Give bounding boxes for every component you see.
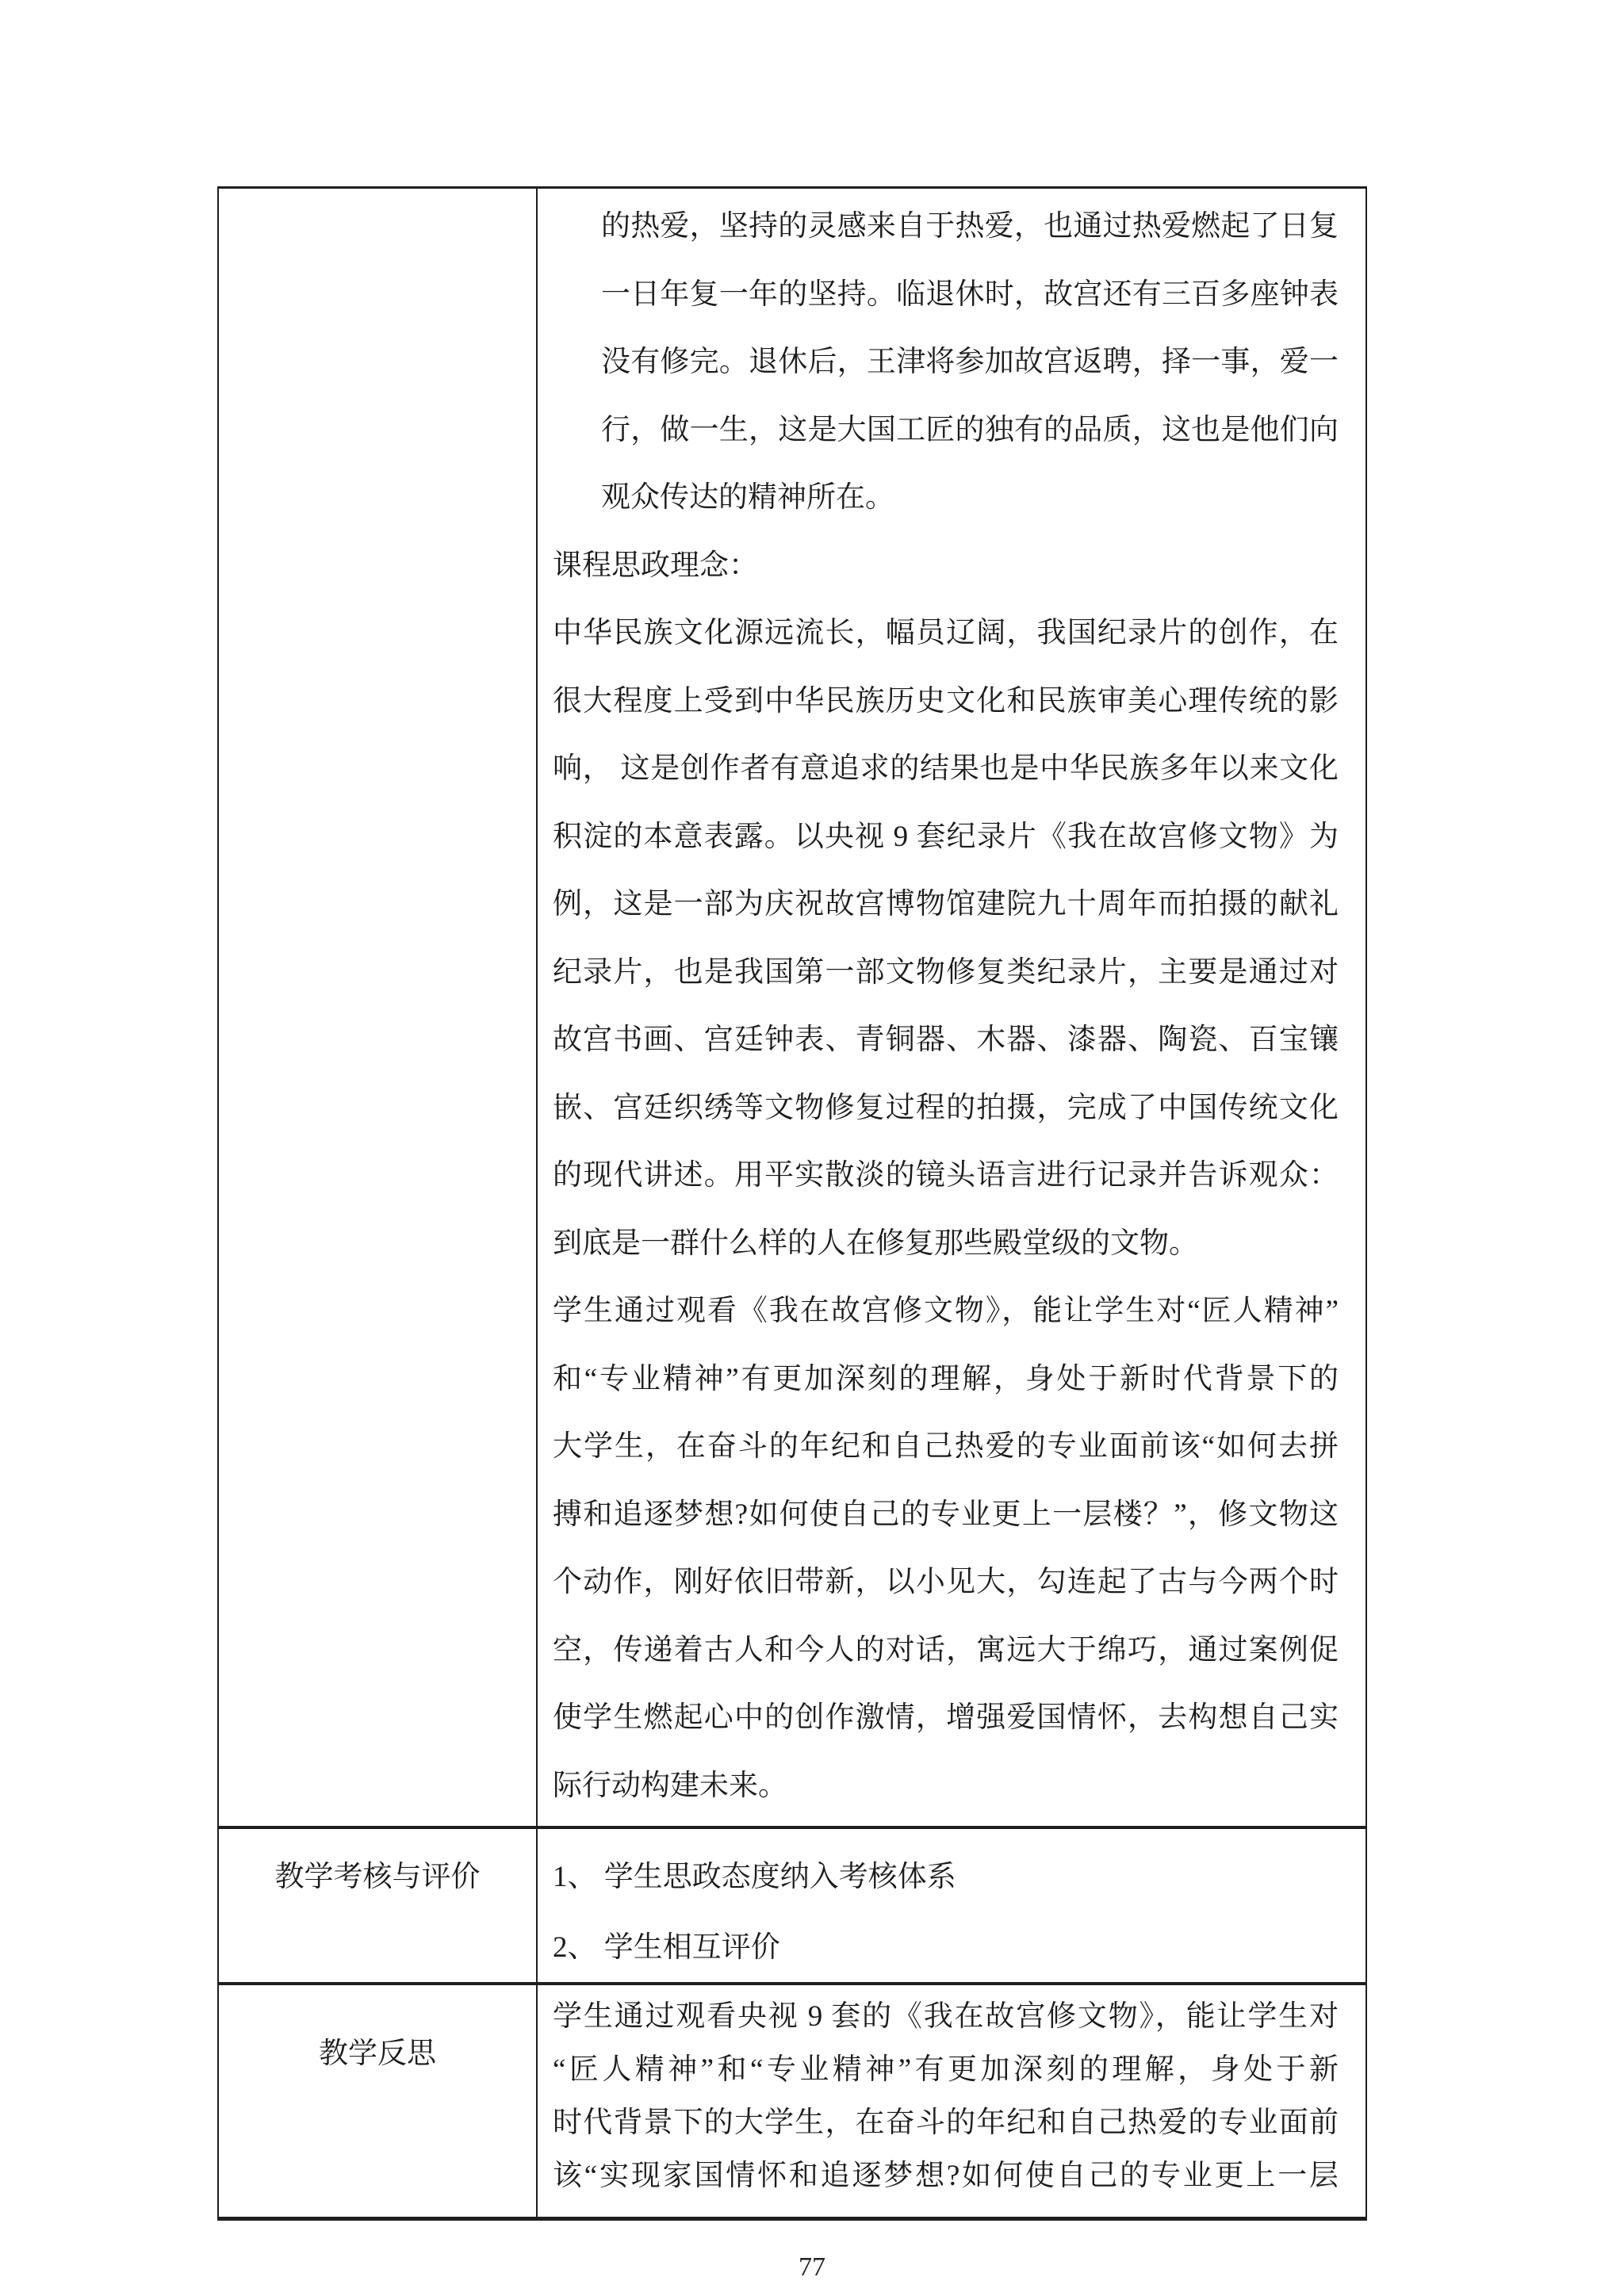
text-line-section-heading: 课程思政理念： (553, 549, 758, 582)
text-line: 的热爱，坚持的灵感来自于热爱，也通过热爱燃起了日复 (601, 210, 1339, 243)
page-number: 77 (799, 2252, 825, 2282)
text-line: 空，传递着古人和今人的对话，寓远大于绵巧，通过案例促 (553, 1633, 1339, 1667)
text-line: 时代背景下的大学生，在奋斗的年纪和自己热爱的专业面前 (553, 2107, 1339, 2139)
row-label-cell-empty (219, 189, 538, 1826)
row-label: 教学考核与评价 (274, 1861, 481, 1893)
text-line: 观众传达的精神所在。 (601, 481, 894, 514)
text-line: 学生通过观看央视 9 套的《我在故宫修文物》，能让学生对 (553, 2000, 1339, 2033)
table-row-assessment (219, 1826, 1365, 1982)
text-line: 一日年复一年的坚持。临退休时，故宫还有三百多座钟表 (601, 277, 1339, 311)
text-line: 学生通过观看《我在故宫修文物》，能让学生对“匠人精神” (553, 1295, 1339, 1327)
text-line: 际行动构建未来。 (553, 1769, 787, 1802)
text-line: 个动作，刚好依旧带新，以小见大，勾连起了古与今两个时 (553, 1566, 1339, 1598)
text-line-list-item: 1、 学生思政态度纳入考核体系 (553, 1861, 956, 1893)
row-label-cell (219, 1985, 538, 2217)
text-line: 故宫书画、宫廷钟表、青铜器、木器、漆器、陶瓷、百宝镶 (553, 1024, 1339, 1056)
text-line: 中华民族文化源远流长，幅员辽阔，我国纪录片的创作，在 (553, 617, 1339, 649)
text-line: 响， 这是创作者有意追求的结果也是中华民族多年以来文化 (553, 752, 1339, 785)
row-label: 教学反思 (319, 2038, 436, 2070)
table-row-reflection (219, 1982, 1365, 2217)
text-line: 大学生，在奋斗的年纪和自己热爱的专业面前该“如何去拼 (553, 1430, 1339, 1463)
text-line: 的现代讲述。用平实散淡的镜头语言进行记录并告诉观众： (553, 1159, 1339, 1192)
content-cell-reflection (538, 1985, 1365, 2217)
text-line: 没有修完。退休后，王津将参加故宫返聘，择一事，爱一 (601, 346, 1339, 378)
text-line: 例，这是一部为庆祝故宫博物馆建院九十周年而拍摄的献礼 (553, 888, 1339, 920)
row-label-cell (219, 1829, 538, 1982)
text-line: 积淀的本意表露。以央视 9 套纪录片《我在故宫修文物》为 (553, 820, 1339, 853)
content-cell-assessment (538, 1829, 1365, 1982)
table-row-content (219, 189, 1365, 1826)
text-line: 嵌、宫廷织绣等文物修复过程的拍摄，完成了中国传统文化 (553, 1091, 1339, 1124)
content-cell-main (538, 189, 1365, 1826)
text-line-list-item: 2、 学生相互评价 (553, 1931, 780, 1964)
text-line: 很大程度上受到中华民族历史文化和民族审美心理传统的影 (553, 684, 1339, 718)
text-line: 该“实现家国情怀和追逐梦想?如何使自己的专业更上一层 (553, 2160, 1339, 2192)
text-line: 使学生燃起心中的创作激情，增强爱国情怀，去构想自己实 (553, 1701, 1339, 1734)
text-line: 和“专业精神”有更加深刻的理解，身处于新时代背景下的 (553, 1362, 1339, 1395)
text-line: “匠人精神”和“专业精神”有更加深刻的理解，身处于新 (553, 2053, 1339, 2086)
text-line: 行，做一生，这是大国工匠的独有的品质，这也是他们向 (601, 413, 1339, 446)
lesson-plan-table (217, 186, 1367, 2221)
text-line: 到底是一群什么样的人在修复那些殿堂级的文物。 (553, 1226, 1198, 1260)
text-line: 搏和追逐梦想?如何使自己的专业更上一层楼？”，修文物这 (553, 1498, 1339, 1531)
text-line: 纪录片，也是我国第一部文物修复类纪录片，主要是通过对 (553, 955, 1339, 989)
